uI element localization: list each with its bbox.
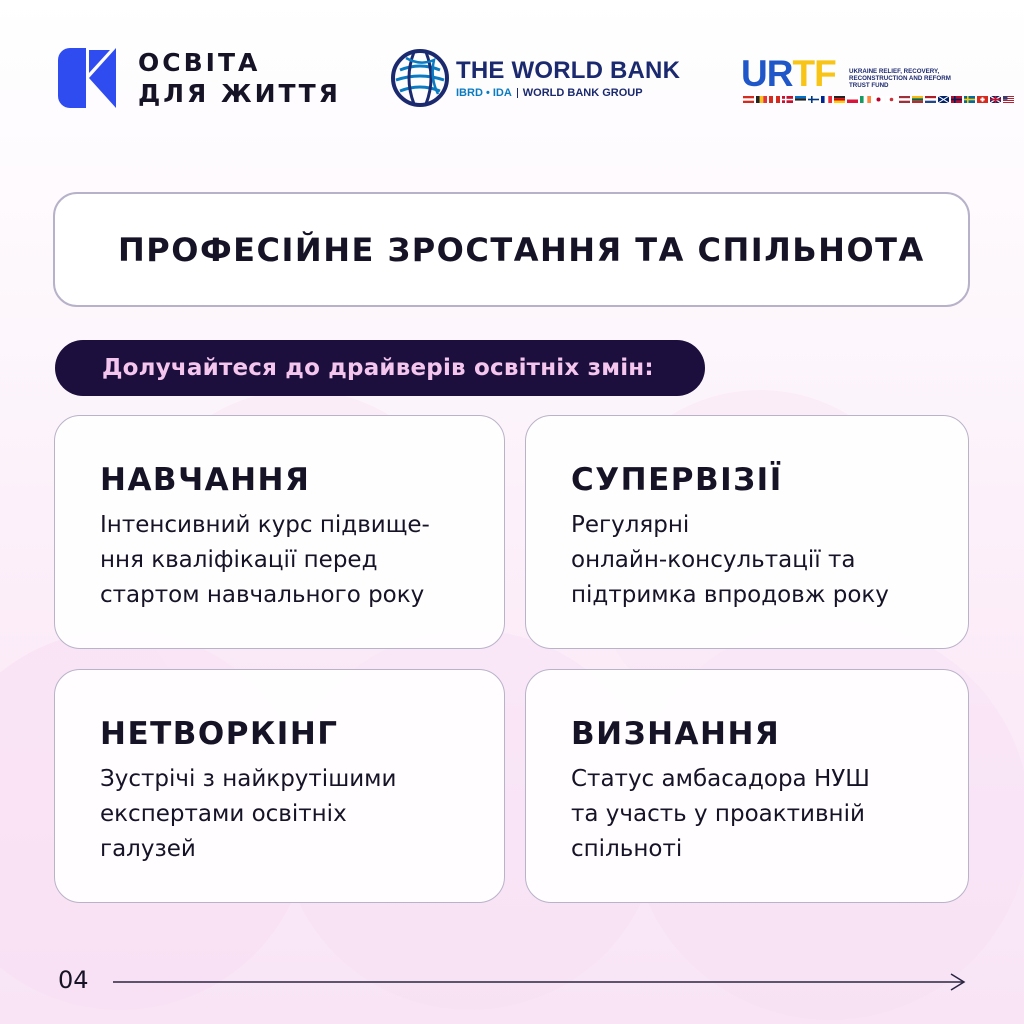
- card-line: Інтенсивний курс підвище-: [100, 512, 430, 538]
- card-description: [571, 508, 951, 613]
- urtf-abbreviation: URTF: [741, 53, 836, 94]
- card-heading: ВИЗНАННЯ: [571, 716, 781, 752]
- card-description: [571, 762, 951, 867]
- card-line: Регулярні: [571, 512, 690, 538]
- card-line: галузей: [100, 836, 196, 862]
- world-bank-title: THE WORLD BANK: [456, 57, 681, 84]
- world-bank-ibrd: IBRD • IDA: [456, 87, 512, 99]
- card-supervision: [525, 415, 969, 649]
- urtf-logo: [741, 53, 961, 108]
- world-bank-group: WORLD BANK GROUP: [522, 87, 643, 99]
- osvita-line1: ОСВІТА: [138, 48, 261, 77]
- card-line: стартом навчального року: [100, 582, 425, 608]
- card-line: Зустрічі з найкрутішими: [100, 766, 397, 792]
- arrow-right-icon[interactable]: [113, 970, 969, 994]
- card-line: експертами освітніх: [100, 801, 347, 827]
- card-heading: СУПЕРВІЗІЇ: [571, 462, 783, 498]
- card-line: Статус амбасадора НУШ: [571, 766, 870, 792]
- title-box: [53, 192, 970, 307]
- card-recognition: [525, 669, 969, 903]
- card-line: ння кваліфікації перед: [100, 547, 378, 573]
- card-description: [100, 762, 480, 867]
- donor-flags-strip: [743, 96, 1014, 103]
- card-heading: НЕТВОРКІНГ: [100, 716, 339, 752]
- card-description: [100, 508, 480, 613]
- page-number: 04: [58, 966, 89, 994]
- card-line: підтримка впродовж року: [571, 582, 889, 608]
- call-to-action-pill: [55, 340, 705, 396]
- world-bank-logo: [390, 48, 680, 108]
- page-title: ПРОФЕСІЙНЕ ЗРОСТАННЯ ТА СПІЛЬНОТА: [118, 230, 925, 269]
- card-line: спільноті: [571, 836, 683, 862]
- osvita-line2: ДЛЯ ЖИТТЯ: [138, 79, 341, 108]
- card-training: [54, 415, 505, 649]
- card-line: онлайн-консультації та: [571, 547, 856, 573]
- osvita-k-mark-icon: [58, 48, 116, 108]
- osvita-dlya-zhyttya-logo: [58, 47, 341, 109]
- card-heading: НАВЧАННЯ: [100, 462, 311, 498]
- card-networking: [54, 669, 505, 903]
- urtf-full-name: UKRAINE RELIEF, RECOVERY, RECONSTRUCTION AND REFORM TRUST FUND: [849, 68, 951, 89]
- globe-icon: [390, 48, 450, 108]
- pill-text: Долучайтеся до драйверів освітніх змін:: [102, 355, 654, 381]
- card-line: та участь у проактивній: [571, 801, 865, 827]
